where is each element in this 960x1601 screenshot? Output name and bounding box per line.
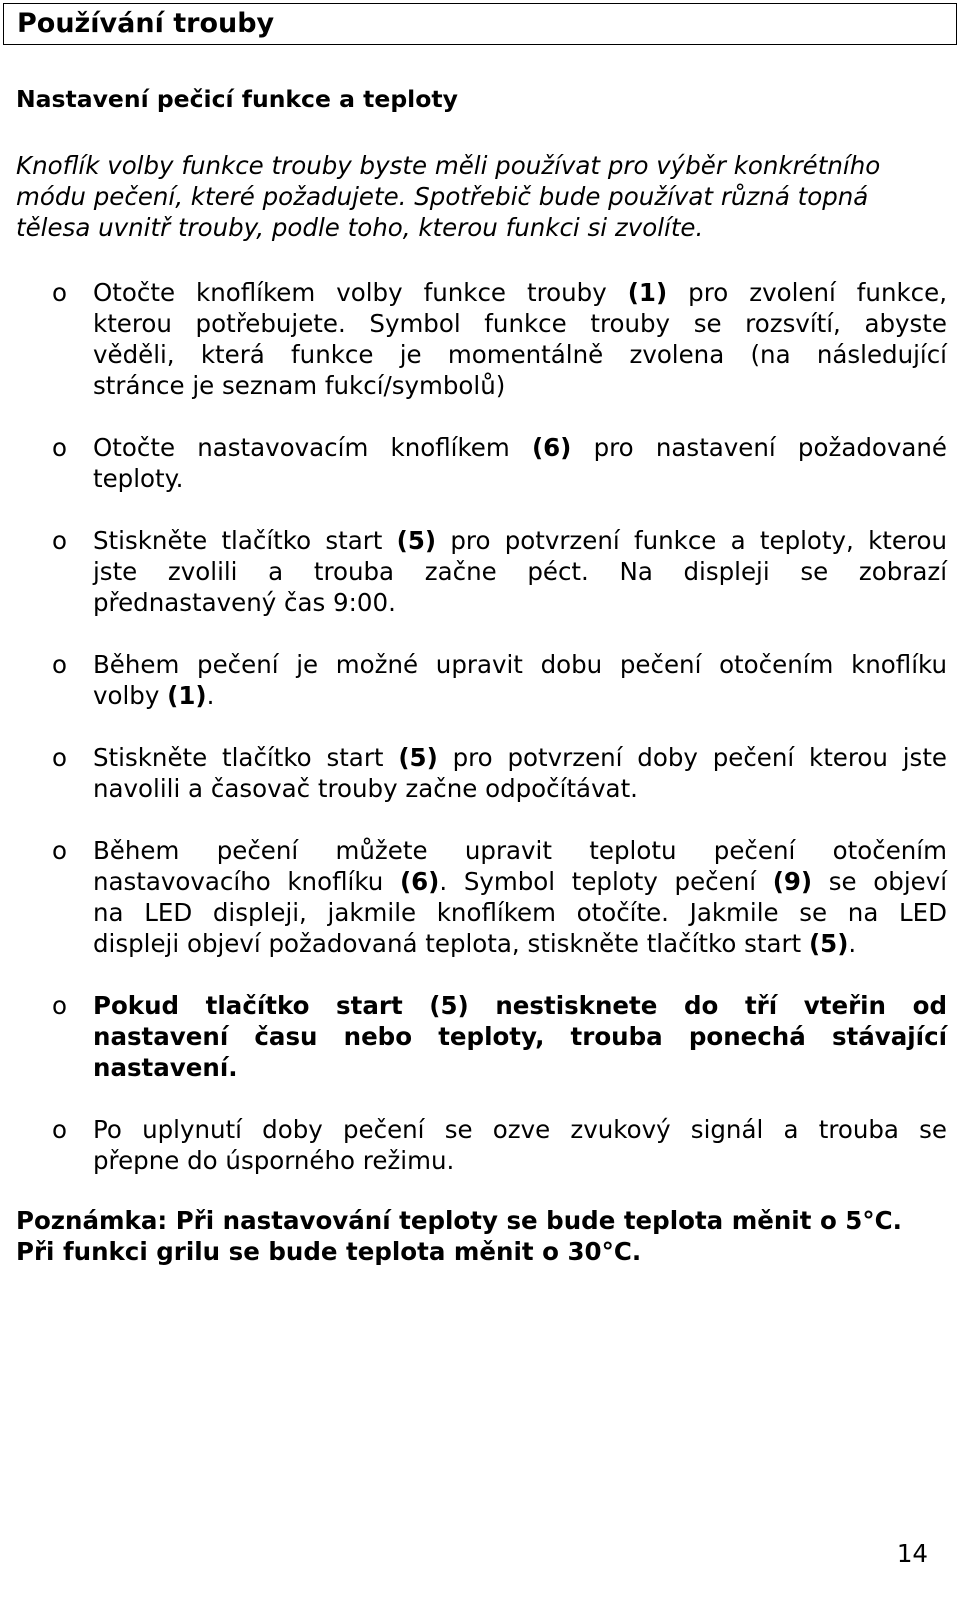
text: Otočte knoflíkem volby funkce trouby [93, 278, 628, 307]
list-item [0, 432, 947, 494]
list-item-line [93, 649, 947, 680]
text: nastavovacího knoflíku [93, 867, 400, 896]
list-item [0, 277, 947, 401]
list-item-line [93, 556, 947, 587]
bullet-marker: o [52, 433, 67, 462]
bold-text: (1) [627, 278, 668, 307]
text: navolili a časovač trouby začne odpočítávat. [93, 774, 638, 803]
text: jste zvolili a trouba začne péct. Na displeji se zobrazí [93, 557, 947, 586]
text: pro zvolení funkce, [667, 278, 947, 307]
list-item-line [93, 835, 947, 866]
bullet-marker: o [52, 743, 67, 772]
list-item [0, 990, 947, 1083]
text: se objeví [812, 867, 948, 896]
list-item-line [93, 339, 947, 370]
bold-text: nastavení. [93, 1053, 238, 1082]
list-item-line [93, 1052, 947, 1083]
text: pro nastavení požadované [571, 433, 947, 462]
text: kterou potřebujete. Symbol funkce trouby se rozsvítí, abyste [93, 309, 947, 338]
text: na LED displeji, jakmile knoflíkem otočíte. Jakmile se na LED [93, 898, 947, 927]
bold-text: (6) [531, 433, 572, 462]
intro-line: Knoflík volby funkce trouby byste měli používat pro výběr konkrétního [16, 151, 881, 180]
bold-text: (1) [167, 681, 207, 710]
text: . [206, 681, 215, 710]
list-item-line [93, 742, 947, 773]
bold-text: (6) [399, 867, 440, 896]
list-item-line [93, 432, 947, 463]
list-item [0, 1114, 947, 1176]
text: Po uplynutí doby pečení se ozve zvukový signál a trouba se [93, 1115, 947, 1144]
page-heading: Používání trouby [3, 3, 957, 45]
text: displeji objeví požadovaná teplota, stiskněte tlačítko start [93, 929, 809, 958]
list-item-line [93, 928, 947, 959]
bullet-marker: o [52, 526, 67, 555]
page-number: 14 [896, 1539, 928, 1568]
text: teploty. [93, 464, 184, 493]
list-item [0, 525, 947, 618]
text: Během pečení je možné upravit dobu pečení otočením knoflíku [93, 650, 947, 679]
bold-text: Pokud tlačítko start (5) nestisknete do tří vteřin od [93, 991, 947, 1020]
list-item-line [93, 680, 947, 711]
text: volby [93, 681, 168, 710]
list-item-line [93, 277, 947, 308]
intro-line: tělesa uvnitř trouby, podle toho, kterou funkci si zvolíte. [16, 213, 704, 242]
list-item-line [93, 463, 947, 494]
list-item [0, 742, 947, 804]
list-item [0, 649, 947, 711]
bold-text: (5) [398, 743, 438, 772]
text: pro potvrzení funkce a teploty, kterou [436, 526, 947, 555]
text: přepne do úsporného režimu. [93, 1146, 455, 1175]
list-item-line [93, 587, 947, 618]
list-item-line [93, 525, 947, 556]
bullet-marker: o [52, 836, 67, 865]
list-item-line [93, 990, 947, 1021]
list-item-line [93, 773, 947, 804]
list-item [0, 835, 947, 959]
text: Během pečení můžete upravit teplotu pečení otočením [93, 836, 947, 865]
bullet-marker: o [52, 650, 67, 679]
section-title: Nastavení pečicí funkce a teploty [16, 85, 458, 113]
text: pro potvrzení doby pečení kterou jste [437, 743, 947, 772]
bold-text: (5) [808, 929, 849, 958]
text: Stiskněte tlačítko start [93, 526, 397, 555]
text: stránce je seznam fukcí/symbolů) [93, 371, 506, 400]
list-item-line [93, 370, 947, 401]
text: přednastavený čas 9:00. [93, 588, 396, 617]
bullet-marker: o [52, 278, 67, 307]
instruction-list [0, 277, 960, 1207]
note-line: Poznámka: Při nastavování teploty se bude teplota měnit o 5°C. [16, 1206, 902, 1235]
list-item-line [93, 1145, 947, 1176]
bold-text: (9) [772, 867, 813, 896]
intro-line: módu pečení, které požadujete. Spotřebič bude používat různá topná [16, 182, 869, 211]
bullet-marker: o [52, 1115, 67, 1144]
bullet-marker: o [52, 991, 67, 1020]
bold-text: nastavení času nebo teploty, trouba ponechá stávající [93, 1022, 947, 1051]
list-item-line [93, 308, 947, 339]
list-item-line [93, 897, 947, 928]
note [16, 1205, 902, 1267]
list-item-line [93, 866, 947, 897]
text: . [848, 929, 857, 958]
intro-paragraph [16, 150, 946, 243]
text: věděli, která funkce je momentálně zvolena (na následující [93, 340, 947, 369]
text: Otočte nastavovacím knoflíkem [93, 433, 532, 462]
note-line: Při funkci grilu se bude teplota měnit o 30°C. [16, 1237, 642, 1266]
list-item-line [93, 1021, 947, 1052]
bold-text: (5) [396, 526, 437, 555]
list-item-line [93, 1114, 947, 1145]
text: . Symbol teploty pečení [439, 867, 773, 896]
text: Stiskněte tlačítko start [93, 743, 399, 772]
